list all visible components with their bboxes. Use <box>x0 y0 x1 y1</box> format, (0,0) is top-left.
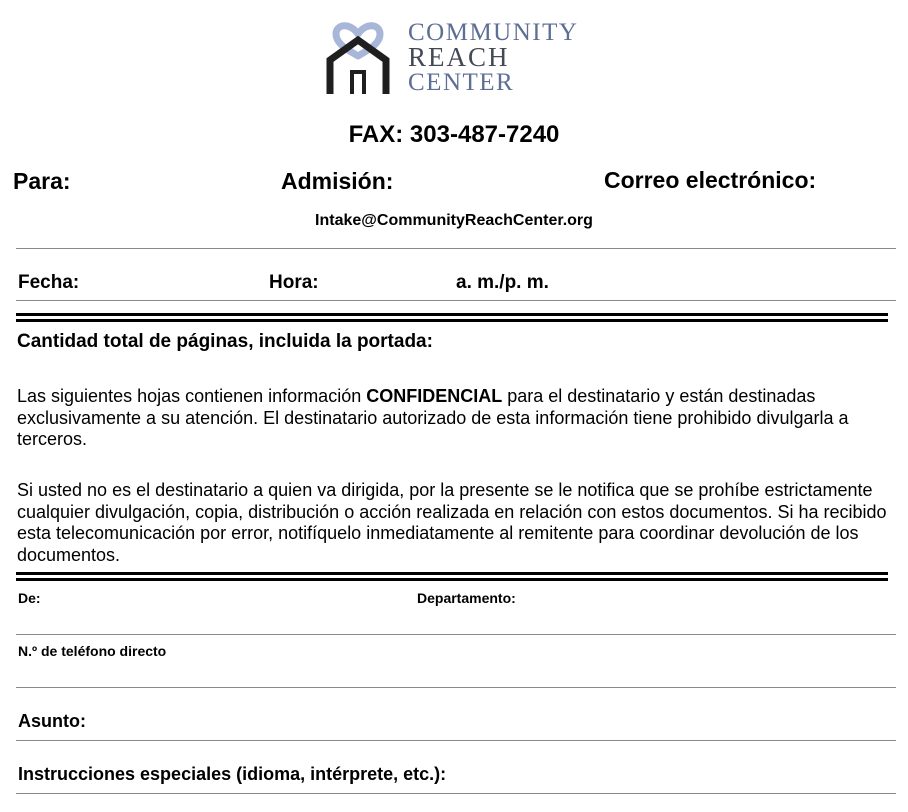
from-label: De: <box>18 590 41 606</box>
ampm-label: a. m./p. m. <box>456 272 549 293</box>
time-label: Hora: <box>269 272 319 293</box>
logo-line-3: CENTER <box>408 69 515 96</box>
special-instructions-label: Instrucciones especiales (idioma, intérprete, etc.): <box>18 764 447 784</box>
logo-line-1: COMMUNITY <box>408 19 579 46</box>
divider <box>16 634 896 635</box>
confidential-emphasis: CONFIDENCIAL <box>366 386 503 406</box>
to-label: Para: <box>13 168 71 194</box>
double-rule <box>16 578 888 581</box>
divider <box>16 793 896 794</box>
department-label: Departamento: <box>417 590 516 606</box>
double-rule <box>16 313 888 316</box>
confidential-text-before: Las siguientes hojas contienen información <box>17 386 367 406</box>
admission-label: Admisión: <box>281 168 394 194</box>
direct-phone-label: N.º de teléfono directo <box>18 643 167 659</box>
double-rule <box>16 319 888 322</box>
community-reach-center-logo <box>326 20 586 100</box>
divider <box>16 300 896 301</box>
subject-label: Asunto: <box>18 711 86 731</box>
total-pages-label: Cantidad total de páginas, incluida la portada: <box>17 331 433 352</box>
confidential-paragraph <box>17 386 892 451</box>
logo-line-2: REACH <box>408 42 510 72</box>
divider <box>16 687 896 688</box>
divider <box>16 740 896 741</box>
email-label: Correo electrónico: <box>604 167 817 193</box>
email-address: Intake@CommunityReachCenter.org <box>315 212 593 229</box>
date-label: Fecha: <box>18 272 80 293</box>
fax-number: FAX: 303-487-7240 <box>348 121 560 148</box>
logo-wordmark <box>408 20 578 95</box>
notice-paragraph: Si usted no es el destinatario a quien va dirigida, por la presente se le notifica que se prohíbe estrictamente cualquier divulgación, copia, distribución o acción realizada en relación con estos documentos. Si ha recibido esta telecomunicación por error, notifíquelo inmediatamente al remitente para coordinar devolución de los documentos. <box>17 480 887 565</box>
heart-house-icon <box>326 20 390 96</box>
divider <box>16 248 896 249</box>
confidential-text-after: para el destinatario y están destinadas exclusivamente a su atención. El destinatario autorizado de esta información tiene prohibido divulgarla a terceros. <box>17 386 849 449</box>
double-rule <box>16 572 888 575</box>
